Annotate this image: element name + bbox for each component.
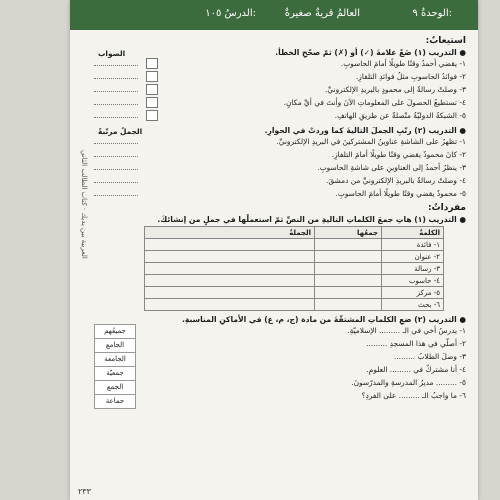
ex2-item: ٢- كانَ محمودٌ يقضي وقتًا طويلًا أمامَ التلفازِ. (94, 148, 466, 161)
order-line[interactable] (94, 169, 138, 170)
fill-sentence: ٤- أنا مشتركٌ في ......... العلومِ. (366, 365, 466, 374)
order-line[interactable] (94, 195, 138, 196)
workbook-page (70, 0, 478, 500)
option-word[interactable]: جماعة (94, 394, 136, 409)
correction-line[interactable] (94, 104, 138, 105)
sentence-cell[interactable] (145, 251, 315, 263)
ex2-item: ١- تظهرُ على الشاشةِ عناوينُ المشتركينَ في البريدِ الإلكترونيِّ. (94, 135, 466, 148)
plural-cell[interactable] (315, 239, 382, 251)
ex1-item: ٢- فوائدُ الحاسوبِ مثلُ فوائدِ التلفازِ. (94, 70, 466, 83)
ex1-item: ٣- وصلتْ رسالةٌ إلى محمودٍ بالبريدِ الإلكترونيِّ. (94, 83, 466, 96)
fill-sentence: ٦- ما واجبُ الـ ......... على الفردِ؟ (361, 391, 466, 400)
unit-label: الوحدةُ ٩: (412, 8, 452, 19)
correction-line[interactable] (94, 65, 138, 66)
fill-sentence: ٢- أصلّي في هذا المسجدِ ......... (366, 339, 466, 348)
option-word[interactable]: جمعيّة (94, 366, 136, 381)
lesson-label: الدرسُ ١٠٥: (205, 8, 256, 19)
ex2-instruction: ● التدريب (٢) رتّبِ الجملَ التاليةَ كما وردتْ في الحوارِ. (264, 126, 466, 135)
word-options (94, 324, 136, 408)
table-row: ٤- حاسوب (145, 275, 444, 287)
correction-line[interactable] (94, 117, 138, 118)
correction-line[interactable] (94, 78, 138, 79)
vocab-ex1-instruction: ● التدريب (١) هاتِ جمعَ الكلماتِ التاليةِ من النصِّ ثمّ استعملْها في جملٍ من إنشائكَ. (157, 215, 466, 224)
ex1-column-head: الصواب (98, 49, 126, 58)
comprehension-heading: استيعابٌ: (425, 36, 466, 46)
ex2-item: ٤- وصلتْ رسالةٌ بالبريدِ الإلكترونيِّ من دمشقَ. (94, 174, 466, 187)
ex2-item: ٥- محمودٌ يقضي وقتًا طويلًا أمامَ الحاسوبِ. (94, 187, 466, 200)
sentence-cell[interactable] (145, 299, 315, 311)
sentence-cell[interactable] (145, 263, 315, 275)
sentence-cell[interactable] (145, 239, 315, 251)
comprehension-ex2 (94, 126, 466, 200)
plural-cell[interactable] (315, 299, 382, 311)
table-header-row (145, 227, 444, 239)
col-sentence: الجملةُ (145, 227, 315, 239)
ex1-item: ٥- الشبكةُ الدوليّةُ متّصلةٌ عن طريقِ الهاتفِ. (94, 109, 466, 122)
unit-title: العالمُ قريةٌ صغيرةٌ (284, 8, 360, 19)
fill-sentence: ٣- وصلَ الطلابُ ......... (393, 352, 466, 361)
side-book-title: العربية بين يديك · كتاب الطالب الثاني (80, 150, 88, 259)
table-row: ٦- بحث (145, 299, 444, 311)
answer-checkbox[interactable] (146, 110, 158, 121)
ex2-column-head: الجملُ مرتّبةً (98, 127, 143, 136)
option-word[interactable]: الجامع (94, 338, 136, 353)
table-row: ٢- عنوان (145, 251, 444, 263)
answer-checkbox[interactable] (146, 71, 158, 82)
option-word[interactable]: الجمع (94, 380, 136, 395)
comprehension-ex1 (94, 48, 466, 122)
col-word: الكلمةُ (382, 227, 444, 239)
table-row: ٥- مركز (145, 287, 444, 299)
fill-sentence: ٥- ......... مديرُ المدرسةِ والمدرّسونَ. (351, 378, 466, 387)
ex2-item: ٣- ينظرُ أحمدُ إلى العناوينِ على شاشةِ الحاسوبِ. (94, 161, 466, 174)
fill-in-block (94, 324, 466, 404)
fill-sentence: ١- يدرسُ أخي في الـ ......... الإسلاميّةِ. (347, 326, 466, 335)
plural-table (144, 226, 444, 311)
answer-checkbox[interactable] (146, 58, 158, 69)
answer-checkbox[interactable] (146, 84, 158, 95)
plural-cell[interactable] (315, 251, 382, 263)
table-row: ٣- رسالة (145, 263, 444, 275)
order-line[interactable] (94, 182, 138, 183)
sentence-cell[interactable] (145, 287, 315, 299)
plural-cell[interactable] (315, 263, 382, 275)
answer-checkbox[interactable] (146, 97, 158, 108)
vocab-ex2-instruction: ● التدريب (٢) ضعِ الكلماتِ المشتقّةَ من مادة (ج، م، ع) في الأماكنِ المناسبةِ. (182, 315, 466, 324)
correction-line[interactable] (94, 91, 138, 92)
page-content (94, 34, 466, 404)
ex1-item: ٤- تستطيعُ الحصولَ على المعلوماتِ الآنَ وأنتَ في أيِّ مكانٍ. (94, 96, 466, 109)
page-header (70, 0, 478, 30)
order-line[interactable] (94, 156, 138, 157)
page-number: ٢٣٣ (78, 487, 91, 496)
option-word[interactable]: الجامعة (94, 352, 136, 367)
ex1-item: ١- يقضي أحمدُ وقتًا طويلًا أمامَ الحاسوبِ. (94, 57, 466, 70)
sentence-cell[interactable] (145, 275, 315, 287)
vocab-heading: مفرداتٌ: (428, 203, 466, 213)
ex1-instruction: ● التدريب (١) ضَعْ علامةَ (✓) أو (✗) ثمّ صحّحِ الخطأ. (275, 48, 466, 57)
option-word[interactable]: جميعُهم (94, 324, 136, 339)
order-line[interactable] (94, 143, 138, 144)
col-plural: جمعُها (315, 227, 382, 239)
plural-cell[interactable] (315, 287, 382, 299)
plural-cell[interactable] (315, 275, 382, 287)
table-row: ١- فائدة (145, 239, 444, 251)
